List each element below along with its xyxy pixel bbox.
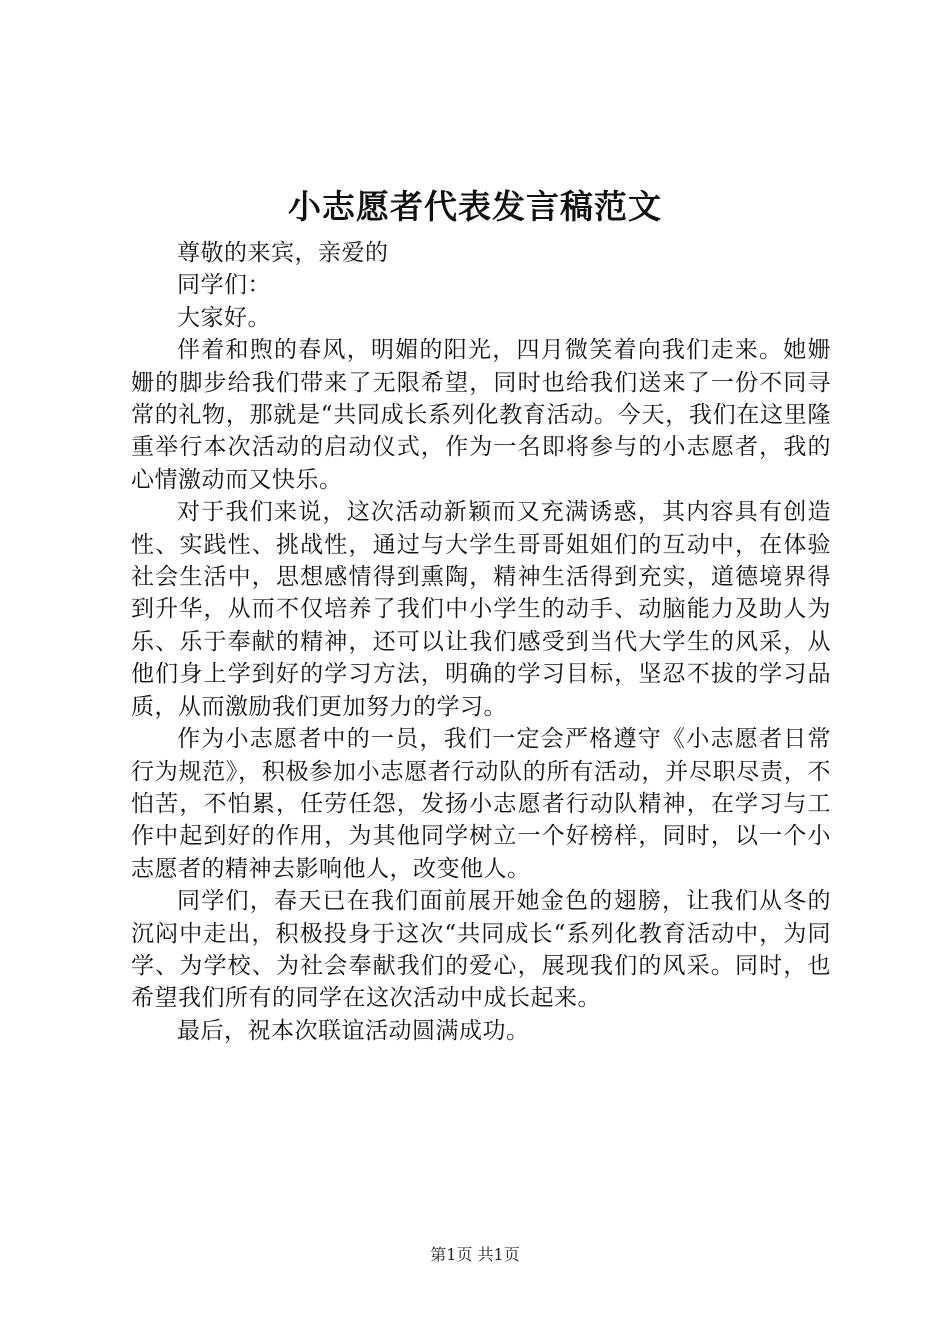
paragraph-3: 作为小志愿者中的一员，我们一定会严格遵守《小志愿者日常行为规范》，积极参加小志愿者行动队的所有活动，并尽职尽责，不怕苦，不怕累，任劳任怨，发扬小志愿者行动队精神，在学习与工作中起到好的作用，为其他同学树立一个好榜样，同时，以一个小志愿者的精神去影响他人，改变他人。 [131, 726, 831, 882]
paragraph-4: 同学们，春天已在我们面前展开她金色的翅膀，让我们从冬的沉闷中走出，积极投身于这次“共同成长“系列化教育活动中，为同学、为学校、为社会奉献我们的爱心，展现我们的风采。同时，也希望我们所有的同学在这次活动中成长起来。 [131, 888, 831, 1012]
paragraph-salutation-2: 同学们： [177, 272, 271, 299]
document-body [131, 237, 831, 1047]
page-footer: 第1页 共1页 [430, 1245, 520, 1264]
paragraph-salutation-1: 尊敬的来宾，亲爱的 [177, 240, 389, 266]
paragraph-closing: 最后，祝本次联谊活动圆满成功。 [177, 1017, 530, 1044]
paragraph-greeting: 大家好。 [177, 304, 271, 331]
document-title: 小志愿者代表发言稿范文 [288, 187, 662, 226]
paragraph-2: 对于我们来说，这次活动新颖而又充满诱惑，其内容具有创造性、实践性、挑战性，通过与大学生哥哥姐姐们的互动中，在体验社会生活中，思想感情得到熏陶，精神生活得到充实，道德境界得到升华，从而不仅培养了我们中小学生的动手、动脑能力及助人为乐、乐于奉献的精神，还可以让我们感受到当代大学生的风采，从他们身上学到好的学习方法，明确的学习目标，坚忍不拔的学习品质，从而激励我们更加努力的学习。 [131, 499, 831, 720]
paragraph-1: 伴着和煦的春风，明媚的阳光，四月微笑着向我们走来。她姗姗的脚步给我们带来了无限希望，同时也给我们送来了一份不同寻常的礼物，那就是“共同成长系列化教育活动。今天，我们在这里隆重举行本次活动的启动仪式，作为一名即将参与的小志愿者，我的心情激动而又快乐。 [131, 337, 831, 493]
